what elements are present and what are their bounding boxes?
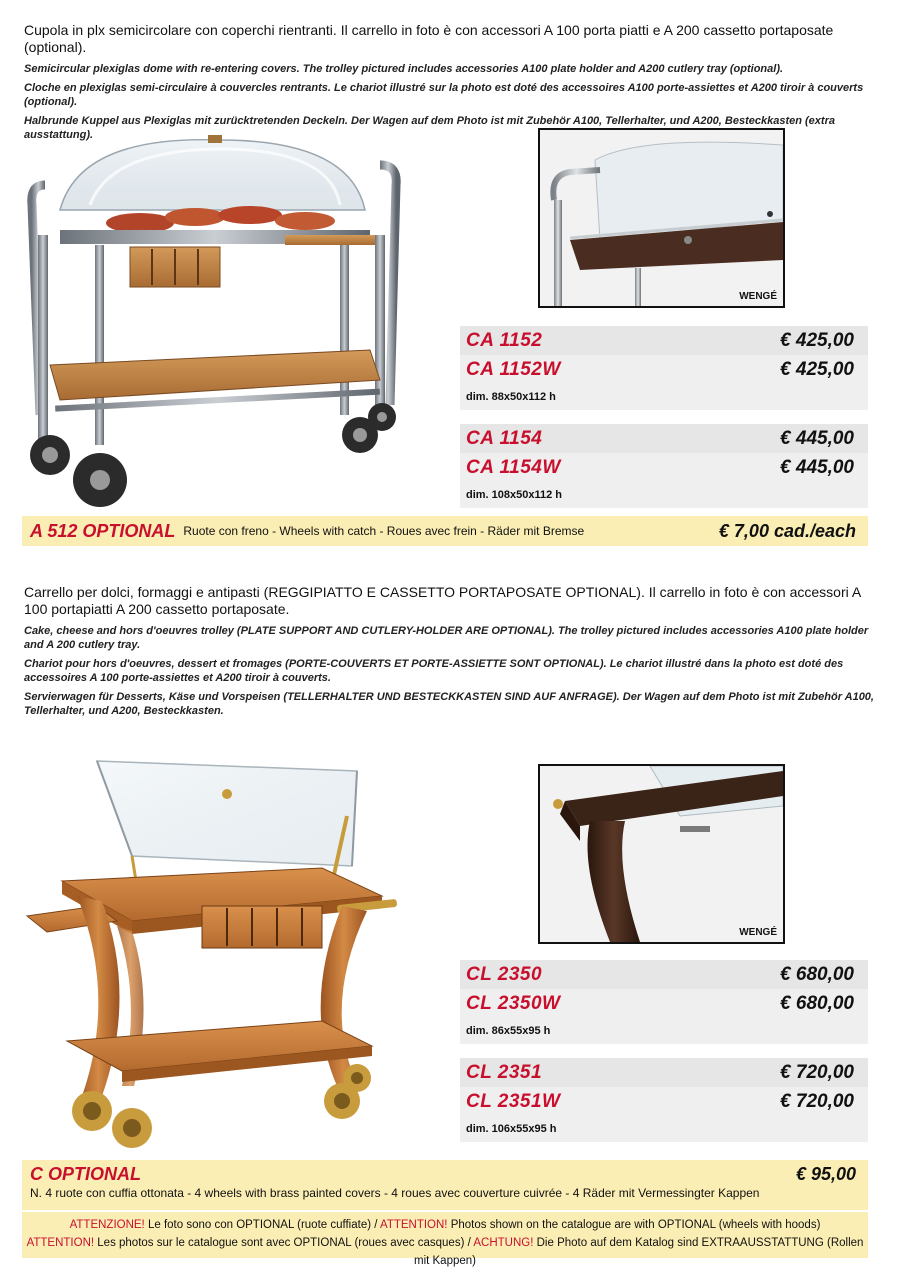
product-price: € 425,00 xyxy=(780,329,854,351)
optional-code: C OPTIONAL xyxy=(30,1164,141,1184)
trolley-wood-photo xyxy=(22,756,422,1152)
product-price: € 720,00 xyxy=(780,1061,854,1083)
product-code: CA 1154 xyxy=(466,427,543,449)
price-row xyxy=(460,355,868,384)
optional-desc: N. 4 ruote con cuffia ottonata - 4 wheels with brass painted covers - 4 roues avec couverture cuivrée - 4 Räder mit Vermessingter Kappen xyxy=(30,1186,760,1200)
section2-intro xyxy=(24,584,874,718)
product-code: CL 2351W xyxy=(466,1090,561,1112)
attention-word: ATTENTION! xyxy=(380,1219,448,1231)
optional-a512-bar xyxy=(22,516,868,546)
product-price: € 720,00 xyxy=(780,1090,854,1112)
attention-notice xyxy=(22,1212,868,1267)
product-code: CA 1152W xyxy=(466,358,561,380)
attention-text: Photos shown on the catalogue are with OPTIONAL (wheels with hoods) xyxy=(447,1219,821,1231)
product-code: CA 1154W xyxy=(466,456,561,478)
wenge-detail-photo xyxy=(538,764,785,944)
product-price: € 445,00 xyxy=(780,456,854,478)
product-code: CL 2351 xyxy=(466,1061,543,1083)
attention-word: ATTENZIONE! xyxy=(69,1219,145,1231)
dimensions: dim. 86x55x95 h xyxy=(460,1018,868,1044)
price-row xyxy=(460,989,868,1018)
product-price: € 445,00 xyxy=(780,427,854,449)
attention-word: ATTENTION! xyxy=(26,1237,95,1249)
product-price: € 680,00 xyxy=(780,963,854,985)
attention-line-1 xyxy=(22,1216,868,1234)
attention-text: Le foto sono con OPTIONAL (ruote cuffiate) / xyxy=(144,1219,380,1231)
section1-intro xyxy=(24,22,874,142)
product-price: € 425,00 xyxy=(780,358,854,380)
product-code: CL 2350W xyxy=(466,992,561,1014)
price-row xyxy=(460,1087,868,1116)
optional-price: € 7,00 cad./each xyxy=(718,520,856,541)
price-row xyxy=(460,1058,868,1087)
trolley-dome-photo xyxy=(20,135,415,515)
price-row xyxy=(460,326,868,355)
price-table-1 xyxy=(460,326,868,508)
intro-fr: Cloche en plexiglas semi-circulaire à couvercles rentrants. Le chariot illustré sur la photo est doté des accessoires A100 porte-assiettes et A200 tiroir à couverts (optional). xyxy=(24,82,864,108)
wenge-label: WENGÉ xyxy=(739,927,777,938)
intro-it: Cupola in plx semicircolare con coperchi rientranti. Il carrello in foto è con accessori A 100 porta piatti e A 200 cassetto portaposate (optional). xyxy=(24,22,834,55)
intro-en: Cake, cheese and hors d'oeuvres trolley (PLATE SUPPORT AND CUTLERY-HOLDER ARE OPTIONAL). The trolley pictured includes accessories A100 plate holder and A 200 cutlery tray. xyxy=(24,625,869,651)
optional-desc: Ruote con freno - Wheels with catch - Roues avec frein - Räder mit Bremse xyxy=(183,524,585,538)
optional-c-bar xyxy=(22,1160,868,1210)
wenge-label: WENGÉ xyxy=(739,291,777,302)
optional-price: € 95,00 xyxy=(795,1164,856,1184)
attention-word: ACHTUNG! xyxy=(473,1237,534,1249)
price-table-2 xyxy=(460,960,868,1142)
intro-de: Servierwagen für Desserts, Käse und Vorspeisen (TELLERHALTER UND BESTECKKASTEN SIND AUF ANFRAGE). Der Wagen auf dem Photo ist mit Zubehör A100, Tellerhalter, und A200, Besteckkasten. xyxy=(24,691,874,717)
intro-en: Semicircular plexiglas dome with re-entering covers. The trolley pictured includes accessories A100 plate holder and A200 cutlery tray (optional). xyxy=(24,63,784,75)
attention-line-2 xyxy=(22,1234,868,1270)
price-row xyxy=(460,424,868,453)
dimensions: dim. 106x55x95 h xyxy=(460,1116,868,1142)
attention-text: Les photos sur le catalogue sont avec OPTIONAL (roues avec casques) / xyxy=(94,1237,474,1249)
price-row xyxy=(460,960,868,989)
intro-fr: Chariot pour hors d'oeuvres, dessert et fromages (PORTE-COUVERTS ET PORTE-ASSIETTE SONT OPTIONAL). Le chariot illustré dans la photo est doté des accessoires A 100 porte-assiettes et A200 tiroir à couverts. xyxy=(24,658,844,684)
price-row xyxy=(460,453,868,482)
wenge-detail-photo xyxy=(538,128,785,308)
product-price: € 680,00 xyxy=(780,992,854,1014)
intro-it: Carrello per dolci, formaggi e antipasti (REGGIPIATTO E CASSETTO PORTAPOSATE OPTIONAL). Il carrello in foto è con accessori A 100 portapiatti A 200 cassetto portaposate. xyxy=(24,584,861,617)
product-code: CA 1152 xyxy=(466,329,543,351)
optional-code: A 512 OPTIONAL xyxy=(30,520,176,541)
dimensions: dim. 88x50x112 h xyxy=(460,384,868,410)
intro-de: Halbrunde Kuppel aus Plexiglas mit zurücktretenden Deckeln. Der Wagen auf dem Photo ist mit Zubehör A100, Tellerhalter, und A200, Besteckkasten (extra ausstattung). xyxy=(24,115,835,141)
product-code: CL 2350 xyxy=(466,963,543,985)
dimensions: dim. 108x50x112 h xyxy=(460,482,868,508)
attention-text: Die Photo auf dem Katalog sind EXTRAAUSSTATTUNG (Rollen mit Kappen) xyxy=(413,1237,864,1267)
